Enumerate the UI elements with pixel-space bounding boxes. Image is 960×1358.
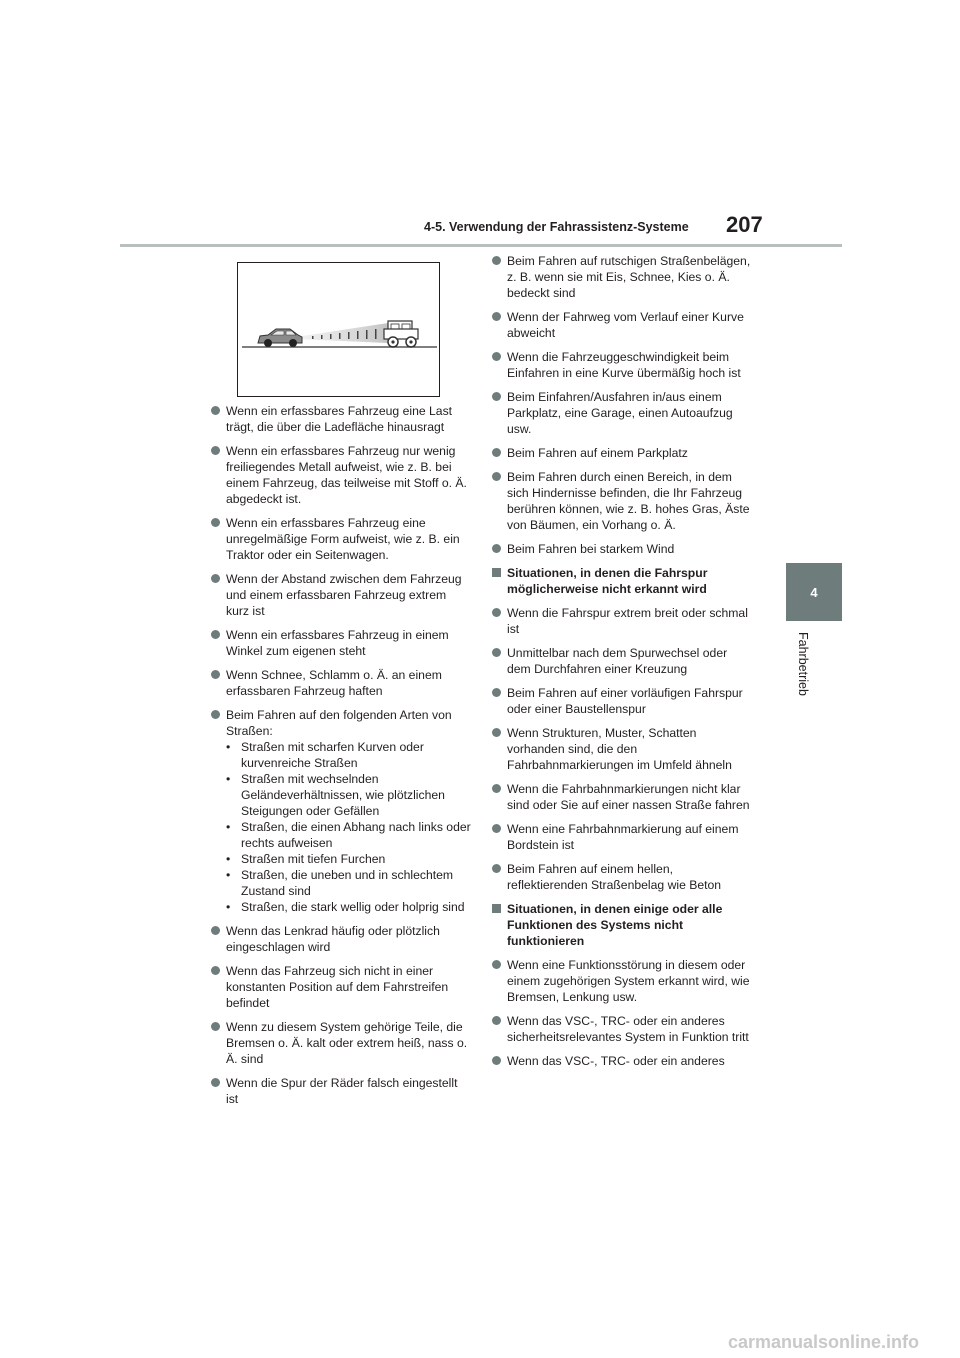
bullet-icon <box>492 688 501 697</box>
bullet-icon <box>492 256 501 265</box>
sub-bullet-icon: • <box>226 852 231 866</box>
radar-detection-illustration <box>237 262 440 397</box>
list-item-text: Beim Einfahren/Ausfahren in/aus einem Parkplatz, eine Garage, einen Autoaufzug usw. <box>507 390 733 436</box>
road-type-item <box>226 819 471 851</box>
list-item-text: Wenn das VSC-, TRC- oder ein anderes <box>507 1054 725 1068</box>
list-item <box>492 957 754 1005</box>
list-item <box>492 469 754 533</box>
road-type-item <box>226 771 471 819</box>
list-item <box>211 515 471 563</box>
list-item-text: Wenn das Lenkrad häufig oder plötzlich eingeschlagen wird <box>226 924 440 954</box>
bullet-icon <box>211 446 220 455</box>
list-item-text: Beim Fahren bei starkem Wind <box>507 542 675 556</box>
own-car-icon <box>258 329 302 347</box>
section-heading <box>492 565 754 597</box>
road-type-item <box>226 867 471 899</box>
chapter-label: Fahrbetrieb <box>796 632 810 696</box>
bullet-icon <box>492 448 501 457</box>
section-heading <box>492 901 754 949</box>
bullet-icon <box>492 544 501 553</box>
road-type-item <box>226 851 471 867</box>
bullet-icon <box>492 728 501 737</box>
list-item-text: Wenn Strukturen, Muster, Schatten vorhanden sind, die den Fahrbahnmarkierungen im Umfeld ähneln <box>507 726 732 772</box>
list-item-text: Wenn die Fahrbahnmarkierungen nicht klar sind oder Sie auf einer nassen Straße fahren <box>507 782 750 812</box>
bullet-icon <box>492 960 501 969</box>
list-item <box>492 685 754 717</box>
road-type-list <box>226 739 471 915</box>
list-item <box>211 707 471 915</box>
list-item-text: Wenn ein erfassbares Fahrzeug nur wenig freiliegendes Metall aufweist, wie z. B. bei einem Fahrzeug, das teilweise mit Stoff o. Ä. abgedeckt ist. <box>226 444 467 506</box>
list-item-text: Unmittelbar nach dem Spurwechsel oder dem Durchfahren einer Kreuzung <box>507 646 728 676</box>
bullet-icon <box>211 1022 220 1031</box>
list-item <box>492 1053 754 1069</box>
chapter-number: 4 <box>810 584 818 600</box>
road-type-item <box>226 739 471 771</box>
list-item-text: Wenn die Spur der Räder falsch eingestellt ist <box>226 1076 458 1106</box>
list-item <box>492 645 754 677</box>
bullet-icon <box>211 518 220 527</box>
bullet-icon <box>211 670 220 679</box>
list-item-text: Wenn eine Fahrbahnmarkierung auf einem Bordstein ist <box>507 822 739 852</box>
list-item <box>492 605 754 637</box>
bullet-icon <box>492 312 501 321</box>
bullet-icon <box>492 864 501 873</box>
bullet-icon <box>211 630 220 639</box>
bullet-icon <box>211 406 220 415</box>
list-item <box>492 781 754 813</box>
left-column <box>211 403 471 1115</box>
list-item <box>492 541 754 557</box>
bullet-icon <box>492 1016 501 1025</box>
list-item <box>492 349 754 381</box>
list-item-text: Beim Fahren durch einen Bereich, in dem sich Hindernisse befinden, die Ihr Fahrzeug berühren können, wie z. B. hohes Gras, Äste von Bäumen, ein Vorhang o. Ä. <box>507 470 750 532</box>
bullet-icon <box>492 392 501 401</box>
list-item <box>492 445 754 461</box>
road-type-text: Straßen mit scharfen Kurven oder kurvenreiche Straßen <box>241 740 424 770</box>
list-item <box>492 861 754 893</box>
list-item-text: Wenn der Fahrweg vom Verlauf einer Kurve abweicht <box>507 310 744 340</box>
list-item-text: Wenn ein erfassbares Fahrzeug eine unregelmäßige Form aufweist, wie z. B. ein Traktor oder ein Seitenwagen. <box>226 516 460 562</box>
sub-bullet-icon: • <box>226 820 231 834</box>
header-divider <box>120 244 842 247</box>
bullet-icon <box>211 1078 220 1087</box>
bullet-icon <box>492 1056 501 1065</box>
list-item <box>211 963 471 1011</box>
list-item-body <box>226 707 471 915</box>
list-item-text: Wenn das VSC-, TRC- oder ein anderes sicherheitsrelevantes System in Funktion tritt <box>507 1014 749 1044</box>
list-item <box>492 725 754 773</box>
sub-bullet-icon: • <box>226 900 231 914</box>
bullet-icon <box>211 710 220 719</box>
list-item <box>211 571 471 619</box>
bullet-icon <box>492 608 501 617</box>
list-item <box>211 443 471 507</box>
list-item-text: Beim Fahren auf einer vorläufigen Fahrspur oder einer Baustellenspur <box>507 686 743 716</box>
section-heading-text: Situationen, in denen einige oder alle Funktionen des Systems nicht funktionieren <box>507 902 723 948</box>
list-item <box>492 309 754 341</box>
road-type-text: Straßen mit tiefen Furchen <box>241 852 386 866</box>
list-item-text: Beim Fahren auf den folgenden Arten von Straßen: <box>226 708 452 738</box>
list-item-text: Beim Fahren auf einem Parkplatz <box>507 446 688 460</box>
road-type-text: Straßen mit wechselnden Geländeverhältnissen, wie plötzlichen Steigungen oder Gefällen <box>241 772 445 818</box>
right-column <box>492 253 754 1077</box>
bullet-icon <box>492 472 501 481</box>
list-item <box>492 1013 754 1045</box>
list-item-text: Wenn ein erfassbares Fahrzeug in einem Winkel zum eigenen steht <box>226 628 449 658</box>
road-type-text: Straßen, die uneben und in schlechtem Zustand sind <box>241 868 454 898</box>
list-item <box>211 1075 471 1107</box>
list-item-text: Wenn ein erfassbares Fahrzeug eine Last trägt, die über die Ladefläche hinausragt <box>226 404 453 434</box>
road-type-text: Straßen, die stark wellig oder holprig sind <box>241 900 465 914</box>
bullet-icon <box>492 824 501 833</box>
tractor-vehicle-icon <box>384 321 418 347</box>
bullet-icon <box>492 784 501 793</box>
list-item <box>211 1019 471 1067</box>
watermark: carmanualsonline.info <box>728 1332 920 1352</box>
list-item-text: Wenn eine Funktionsstörung in diesem oder einem zugehörigen System erkannt wird, wie Bremsen, Lenkung usw. <box>507 958 750 1004</box>
road-type-item <box>226 899 471 915</box>
list-item-text: Beim Fahren auf einem hellen, reflektierenden Straßenbelag wie Beton <box>507 862 722 892</box>
vehicle-following-diagram <box>238 263 439 396</box>
list-item <box>211 667 471 699</box>
list-item-text: Wenn die Fahrspur extrem breit oder schmal ist <box>507 606 748 636</box>
list-item-text: Wenn die Fahrzeuggeschwindigkeit beim Einfahren in eine Kurve übermäßig hoch ist <box>507 350 741 380</box>
bullet-icon <box>211 966 220 975</box>
page-number: 207 <box>726 212 763 237</box>
list-item <box>211 403 471 435</box>
radar-beam <box>296 323 388 343</box>
section-heading-text: Situationen, in denen die Fahrspur möglicherweise nicht erkannt wird <box>507 566 708 596</box>
list-item-text: Wenn das Fahrzeug sich nicht in einer konstanten Position auf dem Fahrstreifen befindet <box>226 964 449 1010</box>
sub-bullet-icon: • <box>226 740 231 754</box>
bullet-icon <box>211 926 220 935</box>
list-item <box>211 627 471 659</box>
bullet-icon <box>211 574 220 583</box>
list-item-text: Beim Fahren auf rutschigen Straßenbelägen, z. B. wenn sie mit Eis, Schnee, Kies o. Ä. bedeckt sind <box>507 254 751 300</box>
bullet-icon <box>492 352 501 361</box>
list-item <box>492 821 754 853</box>
chapter-tab[interactable] <box>786 563 842 621</box>
section-title: 4-5. Verwendung der Fahrassistenz-Systeme <box>424 220 689 234</box>
list-item <box>492 389 754 437</box>
square-marker-icon <box>492 904 501 913</box>
list-item <box>211 923 471 955</box>
list-item-text: Wenn Schnee, Schlamm o. Ä. an einem erfassbaren Fahrzeug haften <box>226 668 442 698</box>
list-item-text: Wenn der Abstand zwischen dem Fahrzeug und einem erfassbaren Fahrzeug extrem kurz ist <box>226 572 462 618</box>
road-type-text: Straßen, die einen Abhang nach links oder rechts aufweisen <box>241 820 471 850</box>
bullet-icon <box>492 648 501 657</box>
list-item-text: Wenn zu diesem System gehörige Teile, die Bremsen o. Ä. kalt oder extrem heiß, nass o. Ä. sind <box>226 1020 468 1066</box>
square-marker-icon <box>492 568 501 577</box>
sub-bullet-icon: • <box>226 868 231 882</box>
list-item <box>492 253 754 301</box>
sub-bullet-icon: • <box>226 772 231 786</box>
